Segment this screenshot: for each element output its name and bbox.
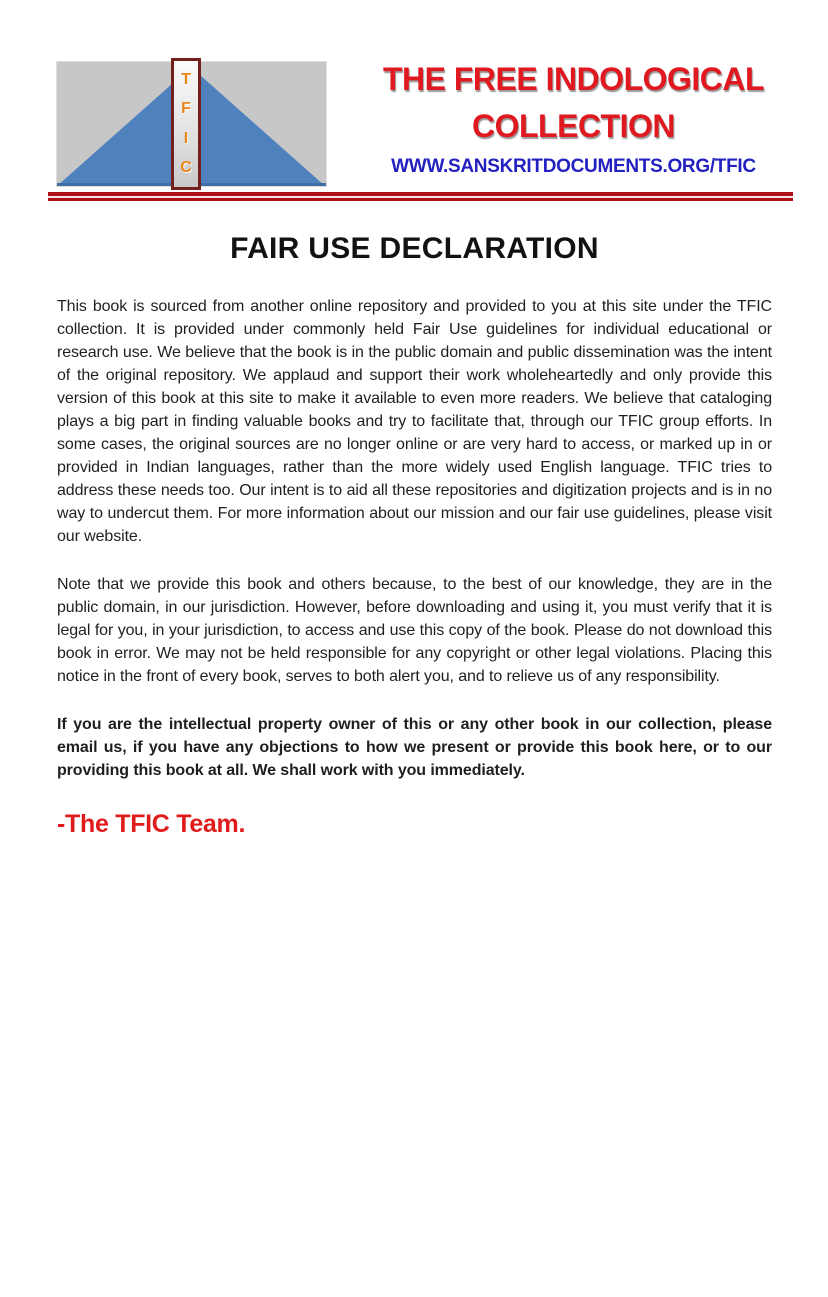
logo-letter-f: F: [181, 100, 191, 118]
paragraph-ip-owner: If you are the intellectual property owner of this or any other book in our collection, please email us, if you have any objections to how we present or provide this book here, or to our providing this book at all. We shall work with you immediately.: [57, 716, 772, 779]
paragraph-sourcing: This book is sourced from another online repository and provided to you at this site under the TFIC collection. It is provided under commonly held Fair Use guidelines for individual educational or research use. We believe that the book is in the public domain and public dissemination was the intent of the original repository. We applaud and support their work wholeheartedly and only provide this version of this book at this site to make it available to even more readers. We believe that cataloging plays a big part in finding valuable books and try to facilitate that, through our TFIC group efforts. In some cases, the original sources are no longer online or are very hard to access, or marked up in or provided in Indian languages, rather than the more widely used English language. TFIC tries to address these needs too. Our intent is to aid all these repositories and digitization projects and is in no way to undercut them. For more information about our mission and our fair use guidelines, please visit our website.: [57, 298, 772, 545]
header: [57, 56, 790, 192]
site-title-line1: THE FREE INDOLOGICAL: [382, 61, 765, 97]
signature-tfic-team: -The TFIC Team.: [57, 810, 246, 838]
logo-letter-i: I: [183, 129, 189, 147]
logo-letter-t: T: [181, 70, 191, 88]
red-double-divider: [48, 192, 793, 201]
paragraph-legal-note: Note that we provide this book and others because, to the best of our knowledge, they are in the public domain, in our jurisdiction. However, before downloading and using it, you must verify that it is legal for you, in your jurisdiction, to access and use this copy of the book. Please do not download this book in error. We may not be held responsible for any copyright or other legal violations. Placing this notice in the front of every book, serves to both alert you, and to relieve us of any responsibility.: [57, 576, 772, 685]
document-body: [57, 230, 772, 839]
site-title: [357, 56, 790, 150]
logo-letter-c: C: [180, 159, 192, 177]
site-title-line2: COLLECTION: [472, 108, 675, 144]
site-url: WWW.SANSKRITDOCUMENTS.ORG/TFIC: [391, 156, 756, 177]
page-title: FAIR USE DECLARATION: [230, 232, 599, 265]
header-right: [357, 56, 790, 178]
logo-tfic-column: [171, 58, 201, 190]
tfic-logo: [57, 62, 326, 186]
